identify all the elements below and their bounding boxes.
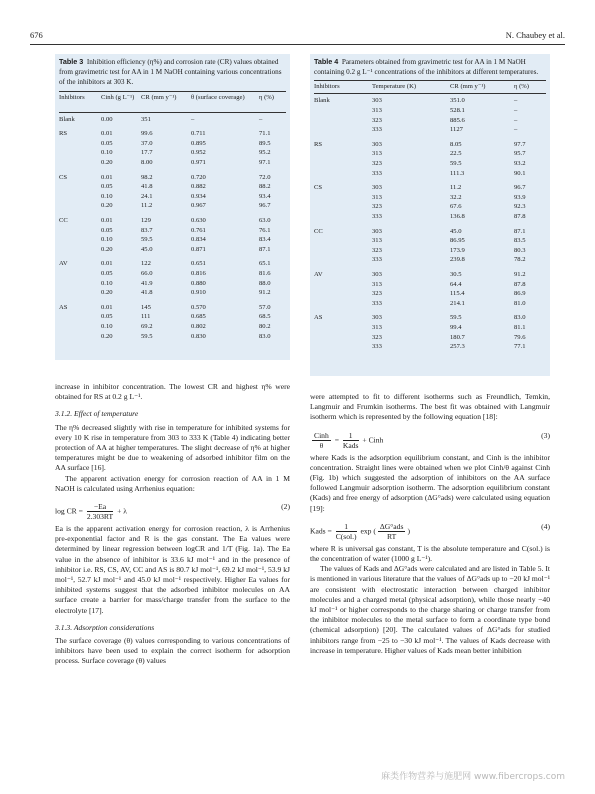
table-4-cell: 30.5 bbox=[450, 271, 462, 278]
table-3-cell: 0.20 bbox=[101, 202, 113, 210]
table-4-cell: 59.5 bbox=[450, 160, 462, 167]
table-4-cell: 80.3 bbox=[514, 246, 526, 254]
page-number: 676 bbox=[30, 30, 43, 40]
table-4-cell: 333 bbox=[372, 213, 382, 220]
table-4-cell: 111.3 bbox=[450, 169, 465, 177]
table-4-cell: – bbox=[514, 107, 518, 114]
table-4-cell: 313 bbox=[372, 193, 382, 201]
table-4-cell: 239.8 bbox=[450, 256, 465, 264]
table-4-col-header: CR (mm y⁻¹) bbox=[450, 83, 486, 91]
equation-2-tail: + λ bbox=[117, 506, 127, 516]
table-4-cell: 99.4 bbox=[450, 324, 462, 331]
table-4-cell: 333 bbox=[372, 169, 382, 177]
table-3-cell: 99.6 bbox=[141, 130, 153, 138]
paragraph: where R is universal gas constant, T is the absolute temperature and C(sol.) is the concentration of water (1000 g L⁻¹). bbox=[310, 543, 550, 564]
table-3-cell: 111 bbox=[141, 313, 151, 321]
table-4-cell: 303 bbox=[372, 140, 382, 148]
table-4-caption bbox=[310, 54, 550, 77]
table-4-cell: 95.7 bbox=[514, 150, 526, 158]
table-3-cell: 0.10 bbox=[101, 236, 113, 244]
paragraph: Ea is the apparent activation energy for corrosion reaction, λ is Arrhenius pre-exponential factor and R is the gas constant. The Ea values were determined by linear regression between logCR and 1/T (Fig. 1a). The Ea value in the absence of inhibitor is 33.6 kJ mol⁻¹ and in the presence of inhibitor i.e. RS, CS, AV, CC and AS is 80.7 kJ mol⁻¹, 69.2 kJ mol⁻¹, 53.9 kJ mol⁻¹, 52.7 kJ mol⁻¹ and 45.0 kJ mol⁻¹ respectively. Higher Ea values for inhibited systems suggest that the adsorbed inhibitor molecules on AA surface create a barrier for mass/charge transfer from the surface to the electrolyte [17]. bbox=[55, 524, 290, 615]
table-3-cell: 17.7 bbox=[141, 149, 153, 157]
table-3-cell: 0.816 bbox=[191, 270, 206, 277]
left-column bbox=[55, 382, 290, 667]
table-4-cell: 303 bbox=[372, 314, 382, 322]
table-3-cell: 89.5 bbox=[259, 139, 271, 147]
equation-3-numerator-2: 1 bbox=[343, 431, 359, 441]
table-3-cell: 0.971 bbox=[191, 159, 206, 166]
table-3-body bbox=[55, 113, 290, 347]
table-4-cell: 323 bbox=[372, 290, 382, 298]
table-4-cell: 87.8 bbox=[514, 280, 526, 288]
table-3-cell: 88.2 bbox=[259, 183, 271, 191]
table-4-cell: 303 bbox=[372, 97, 382, 105]
table-4-cell: 351.0 bbox=[450, 97, 465, 105]
table-4-cell: 115.4 bbox=[450, 290, 465, 298]
table-3-cell: 0.910 bbox=[191, 289, 206, 297]
table-4-cell: 313 bbox=[372, 280, 382, 288]
equation-4-exp-denominator: RT bbox=[387, 531, 397, 541]
table-3-cell: 0.720 bbox=[191, 173, 206, 181]
table-4-cell: 333 bbox=[372, 256, 382, 264]
table-3-cell: 0.10 bbox=[101, 149, 113, 157]
table-4-cell: 83.5 bbox=[514, 237, 526, 245]
table-3-cell: 0.00 bbox=[101, 115, 113, 123]
table-3-cell: 24.1 bbox=[141, 192, 153, 200]
table-3-cell: 0.685 bbox=[191, 313, 206, 321]
table-4-cell: 78.2 bbox=[514, 256, 526, 264]
table-4-group-label: CC bbox=[314, 227, 323, 235]
table-3-cell: – bbox=[259, 115, 263, 123]
table-4-group-label: AV bbox=[314, 271, 323, 278]
table-3-col-header: CR (mm y⁻¹) bbox=[141, 93, 177, 101]
table-3-cell: 95.2 bbox=[259, 149, 271, 157]
table-4-cell: 528.1 bbox=[450, 107, 465, 114]
table-3-cell: 145 bbox=[141, 303, 151, 311]
table-3-cell: – bbox=[191, 115, 195, 123]
table-3-cell: 0.05 bbox=[101, 226, 113, 234]
table-4-cell: 22.5 bbox=[450, 150, 462, 158]
table-3-cell: 0.20 bbox=[101, 159, 113, 166]
equation-3-tail: + Cinh bbox=[362, 434, 384, 444]
table-3-cell: 76.1 bbox=[259, 226, 271, 234]
paragraph: where Kads is the adsorption equilibrium constant, and Cinh is the inhibitor concentration. Straight lines were obtained when we plot Cinh/θ against Cinh (Fig. 1b) which suggested the adsorption of inhibitors on the AA surface followed Langmuir adsorption isotherm. The adsorption equilibrium constant (Kads) and free energy of adsorption (ΔG°ads) were calculated using equation [19]: bbox=[310, 452, 550, 513]
table-3-cell: 71.1 bbox=[259, 130, 271, 138]
table-3-cell: 0.570 bbox=[191, 303, 206, 311]
table-3-cell: 0.01 bbox=[101, 217, 113, 224]
equation-3-denominator: θ bbox=[319, 440, 324, 450]
table-3-cell: 83.4 bbox=[259, 236, 271, 244]
equation-3-numerator: Cinh bbox=[314, 430, 329, 440]
table-3-cell: 0.934 bbox=[191, 192, 206, 200]
equation-3-denominator-2: Kads bbox=[342, 440, 359, 450]
running-authors: N. Chaubey et al. bbox=[505, 30, 565, 40]
table-3-cell: 97.1 bbox=[259, 159, 271, 166]
table-4-cell: 313 bbox=[372, 237, 382, 245]
table-4-cell: 59.5 bbox=[450, 314, 462, 322]
right-column bbox=[310, 392, 550, 656]
table-4-cell: – bbox=[514, 116, 518, 124]
table-4-col-header: Inhibitors bbox=[314, 83, 340, 91]
table-3-cell: 0.01 bbox=[101, 173, 113, 181]
table-4-cell: 303 bbox=[372, 271, 382, 278]
table-3-cell: 59.5 bbox=[141, 236, 153, 244]
table-3-caption-text: Inhibition efficiency (η%) and corrosion rate (CR) values obtained from gravimetric test for AA in 1 M NaOH containing various concentrations of the inhibitors at 303 K. bbox=[59, 58, 282, 87]
table-4-cell: 323 bbox=[372, 246, 382, 254]
watermark: 麻类作物营养与施肥网 www.fibercrops.com bbox=[381, 772, 565, 782]
table-4-cell: 313 bbox=[372, 324, 382, 331]
table-3-cell: 68.5 bbox=[259, 313, 271, 321]
table-4-cell: 64.4 bbox=[450, 280, 462, 288]
equation-2-denominator: 2.303RT bbox=[86, 512, 114, 522]
table-4-cell: 333 bbox=[372, 126, 382, 134]
equation-4-exp: exp bbox=[360, 526, 372, 536]
equation-4-number: (4) bbox=[541, 521, 550, 531]
table-3-cell: 0.10 bbox=[101, 279, 113, 287]
table-3-group-label: CC bbox=[59, 217, 68, 224]
table-3-group-label: AV bbox=[59, 260, 68, 268]
table-4-cell: 885.6 bbox=[450, 116, 465, 124]
table-4-header bbox=[310, 81, 550, 93]
table-3-cell: 83.7 bbox=[141, 226, 153, 234]
table-4-cell: 87.8 bbox=[514, 213, 526, 220]
table-3-cell: 87.1 bbox=[259, 245, 271, 253]
table-3-cell: 41.8 bbox=[141, 289, 153, 297]
table-4-cell: 180.7 bbox=[450, 333, 465, 341]
equation-3-number: (3) bbox=[541, 430, 550, 440]
table-4-cell: 77.1 bbox=[514, 343, 526, 351]
equation-2-numerator: −Ea bbox=[87, 502, 113, 512]
table-3-cell: 0.01 bbox=[101, 303, 113, 311]
table-4-cell: 86.95 bbox=[450, 237, 465, 245]
table-3-group-label: RS bbox=[59, 130, 68, 138]
equation-4-denominator: C(sol.) bbox=[335, 531, 357, 541]
table-3-cell: 57.0 bbox=[259, 303, 271, 311]
table-4-cell: 333 bbox=[372, 343, 382, 351]
table-3-cell: 351 bbox=[141, 115, 151, 123]
table-4-cell: 87.1 bbox=[514, 227, 526, 235]
table-3-cell: 129 bbox=[141, 217, 151, 224]
table-3-cell: 0.711 bbox=[191, 130, 206, 138]
table-3-cell: 37.0 bbox=[141, 139, 153, 147]
page-header bbox=[30, 30, 565, 42]
table-4-col-header: Temperature (K) bbox=[372, 83, 417, 91]
table-3-cell: 8.00 bbox=[141, 159, 153, 166]
table-4-group-label: AS bbox=[314, 314, 323, 322]
table-3-cell: 91.2 bbox=[259, 289, 271, 297]
table-3-caption bbox=[55, 54, 290, 88]
table-3 bbox=[55, 54, 290, 360]
table-3-cell: 88.0 bbox=[259, 279, 271, 287]
table-3-cell: 69.2 bbox=[141, 323, 153, 330]
section-heading-3-1-2: 3.1.2. Effect of temperature bbox=[55, 409, 139, 419]
table-4-cell: 91.2 bbox=[514, 271, 526, 278]
table-3-cell: 0.761 bbox=[191, 226, 206, 234]
table-3-cell: 0.05 bbox=[101, 183, 113, 191]
table-3-cell: 80.2 bbox=[259, 323, 271, 330]
paragraph: The η% decreased slightly with rise in temperature for inhibited systems for every 10 K rise in temperature from 303 to 333 K (Table 4) indicating better protection of AA at higher temperatures. The slight decrease of η% at higher temperatures might be due to weakening of adsorbed inhibitor film on the AA surface [16]. bbox=[55, 422, 290, 473]
table-4-cell: 97.7 bbox=[514, 140, 526, 148]
table-4-cell: 136.8 bbox=[450, 213, 465, 220]
paragraph: The apparent activation energy for corrosion reaction of AA in 1 M NaOH is calculated using Arrhenius equation: bbox=[55, 473, 290, 493]
table-3-cell: 0.802 bbox=[191, 323, 206, 330]
equation-4: Kads = $\frac{1}{\text{C(sol.)}}$ exp ( $\frac{\text{ΔG°ads}}{RT}$ ) (4) bbox=[310, 521, 550, 541]
table-4 bbox=[310, 54, 550, 376]
table-4-cell: 303 bbox=[372, 227, 382, 235]
table-3-cell: 0.630 bbox=[191, 217, 206, 224]
table-3-cell: 81.6 bbox=[259, 270, 271, 277]
table-3-cell: 0.05 bbox=[101, 270, 113, 277]
table-3-label: Table 3 bbox=[59, 57, 84, 66]
table-3-col-header: η (%) bbox=[259, 93, 274, 101]
table-4-cell: 90.1 bbox=[514, 169, 526, 177]
table-4-cell: 1127 bbox=[450, 126, 463, 134]
table-3-cell: 0.20 bbox=[101, 289, 113, 297]
table-3-group-label: Blank bbox=[59, 115, 75, 123]
header-rule bbox=[30, 44, 565, 45]
table-4-group-label: RS bbox=[314, 140, 323, 148]
table-3-cell: 59.5 bbox=[141, 332, 153, 340]
table-3-cell: 0.10 bbox=[101, 192, 113, 200]
table-3-cell: 66.0 bbox=[141, 270, 153, 277]
table-3-cell: 72.0 bbox=[259, 173, 271, 181]
table-3-cell: 0.05 bbox=[101, 139, 113, 147]
table-3-cell: 0.05 bbox=[101, 313, 113, 321]
equation-3 bbox=[310, 427, 550, 449]
table-3-cell: 0.880 bbox=[191, 279, 206, 287]
table-3-cell: 65.1 bbox=[259, 260, 271, 268]
table-3-group-label: CS bbox=[59, 173, 68, 181]
table-4-cell: 323 bbox=[372, 333, 382, 341]
table-4-cell: 81.1 bbox=[514, 324, 526, 331]
table-4-cell: 323 bbox=[372, 116, 382, 124]
table-4-cell: 257.3 bbox=[450, 343, 465, 351]
table-3-cell: 0.20 bbox=[101, 245, 113, 253]
table-3-cell: 0.895 bbox=[191, 139, 206, 147]
table-4-group-label: Blank bbox=[314, 97, 330, 105]
table-3-cell: 0.871 bbox=[191, 245, 206, 253]
table-3-cell: 0.967 bbox=[191, 202, 206, 210]
table-3-col-header: θ (surface coverage) bbox=[191, 93, 245, 101]
equation-4-exp-numerator: ΔG°ads bbox=[379, 521, 404, 531]
table-4-cell: 8.05 bbox=[450, 140, 462, 148]
table-4-cell: 86.9 bbox=[514, 290, 526, 298]
table-4-cell: 313 bbox=[372, 107, 382, 114]
table-4-cell: 79.6 bbox=[514, 333, 526, 341]
table-3-cell: 0.01 bbox=[101, 130, 113, 138]
table-3-cell: 83.0 bbox=[259, 332, 271, 340]
table-4-col-header: η (%) bbox=[514, 83, 529, 91]
equation-4-numerator: 1 bbox=[336, 522, 357, 532]
table-3-cell: 41.8 bbox=[141, 183, 153, 191]
table-3-cell: 0.882 bbox=[191, 183, 206, 191]
table-4-cell: 96.7 bbox=[514, 184, 526, 192]
table-4-cell: 323 bbox=[372, 203, 382, 211]
table-3-col-header: Inhibitors bbox=[59, 93, 85, 101]
table-3-cell: 93.4 bbox=[259, 192, 271, 200]
table-4-caption-text: Parameters obtained from gravimetric test for AA in 1 M NaOH containing 0.2 g L⁻¹ concentrations of the inhibitors at different temperatures. bbox=[314, 58, 539, 77]
table-4-cell: – bbox=[514, 126, 518, 134]
table-3-col-header: Cinh (g L⁻¹) bbox=[101, 93, 135, 101]
table-3-cell: 0.651 bbox=[191, 260, 206, 268]
table-4-cell: 32.2 bbox=[450, 193, 462, 201]
table-3-cell: 45.0 bbox=[141, 245, 153, 253]
paragraph: increase in inhibitor concentration. The lowest CR and highest η% were obtained for RS at 0.2 g L⁻¹. bbox=[55, 382, 290, 402]
table-3-cell: 0.20 bbox=[101, 332, 113, 340]
table-4-cell: 45.0 bbox=[450, 227, 462, 235]
table-3-cell: 98.2 bbox=[141, 173, 153, 181]
table-4-cell: 323 bbox=[372, 160, 382, 167]
equation-2-number: (2) bbox=[281, 502, 290, 512]
paragraph: The values of Kads and ΔG°ads were calculated and are listed in Table 5. It is mentioned in various literature that the values of ΔG°ads up to −20 kJ mol⁻¹ are consistent with electrostatic interaction between charged inhibitor molecules and a charged metal (physical adsorption), while those nearly −40 kJ mol⁻¹ or higher corresponds to the charge sharing or charge transfer from the inhibitor molecules to the metal surface to form a coordinate type bond (chemical adsorption) [20]. The calculated values of ΔG°ads for studied inhibitors range from −25 to −30 kJ mol⁻¹. The values of Kads decrease with increase in temperature. Higher values of Kads mean better inhibition bbox=[310, 564, 550, 655]
table-4-cell: 93.2 bbox=[514, 160, 526, 167]
table-3-cell: 0.830 bbox=[191, 332, 206, 340]
table-4-cell: 83.0 bbox=[514, 314, 526, 322]
paragraph: The surface coverage (θ) values corresponding to various concentrations of inhibitors have been used to explain the correct isotherm for adsorption process. Surface coverage (θ) values bbox=[55, 636, 290, 666]
table-3-cell: 0.01 bbox=[101, 260, 113, 268]
table-4-cell: 93.9 bbox=[514, 193, 526, 201]
equation-2-lhs: log CR = bbox=[55, 506, 83, 516]
table-4-cell: 303 bbox=[372, 184, 382, 192]
table-3-cell: 41.9 bbox=[141, 279, 153, 287]
table-3-cell: 0.834 bbox=[191, 236, 206, 244]
equation-2 bbox=[55, 498, 290, 520]
table-4-cell: 214.1 bbox=[450, 299, 465, 307]
table-4-cell: 313 bbox=[372, 150, 382, 158]
table-4-cell: 67.6 bbox=[450, 203, 462, 211]
equation-4-lhs: Kads = bbox=[310, 526, 332, 536]
table-3-group-label: AS bbox=[59, 303, 68, 311]
table-3-cell: 0.952 bbox=[191, 149, 206, 157]
table-3-cell: 0.10 bbox=[101, 323, 113, 330]
table-3-cell: 11.2 bbox=[141, 202, 153, 210]
table-4-cell: 81.0 bbox=[514, 299, 526, 307]
table-4-cell: 333 bbox=[372, 299, 382, 307]
table-3-header bbox=[55, 92, 290, 112]
table-4-cell: 92.3 bbox=[514, 203, 526, 211]
table-4-cell: 11.2 bbox=[450, 184, 462, 192]
table-3-cell: 122 bbox=[141, 260, 151, 268]
table-4-body bbox=[310, 94, 550, 356]
equation-3-equals: = bbox=[334, 434, 339, 444]
table-4-cell: – bbox=[514, 97, 518, 105]
table-4-label: Table 4 bbox=[314, 57, 339, 66]
section-heading-3-1-3: 3.1.3. Adsorption considerations bbox=[55, 622, 155, 632]
table-4-group-label: CS bbox=[314, 184, 323, 192]
table-3-cell: 63.0 bbox=[259, 217, 271, 224]
paragraph: were attempted to fit to different isotherms such as Freundlich, Temkin, Langmuir and Frumkin isotherms. The best fit was obtained with Langmuir isotherm which is represented by the following equation [18]: bbox=[310, 392, 550, 422]
table-3-cell: 96.7 bbox=[259, 202, 271, 210]
table-4-cell: 173.9 bbox=[450, 246, 465, 254]
